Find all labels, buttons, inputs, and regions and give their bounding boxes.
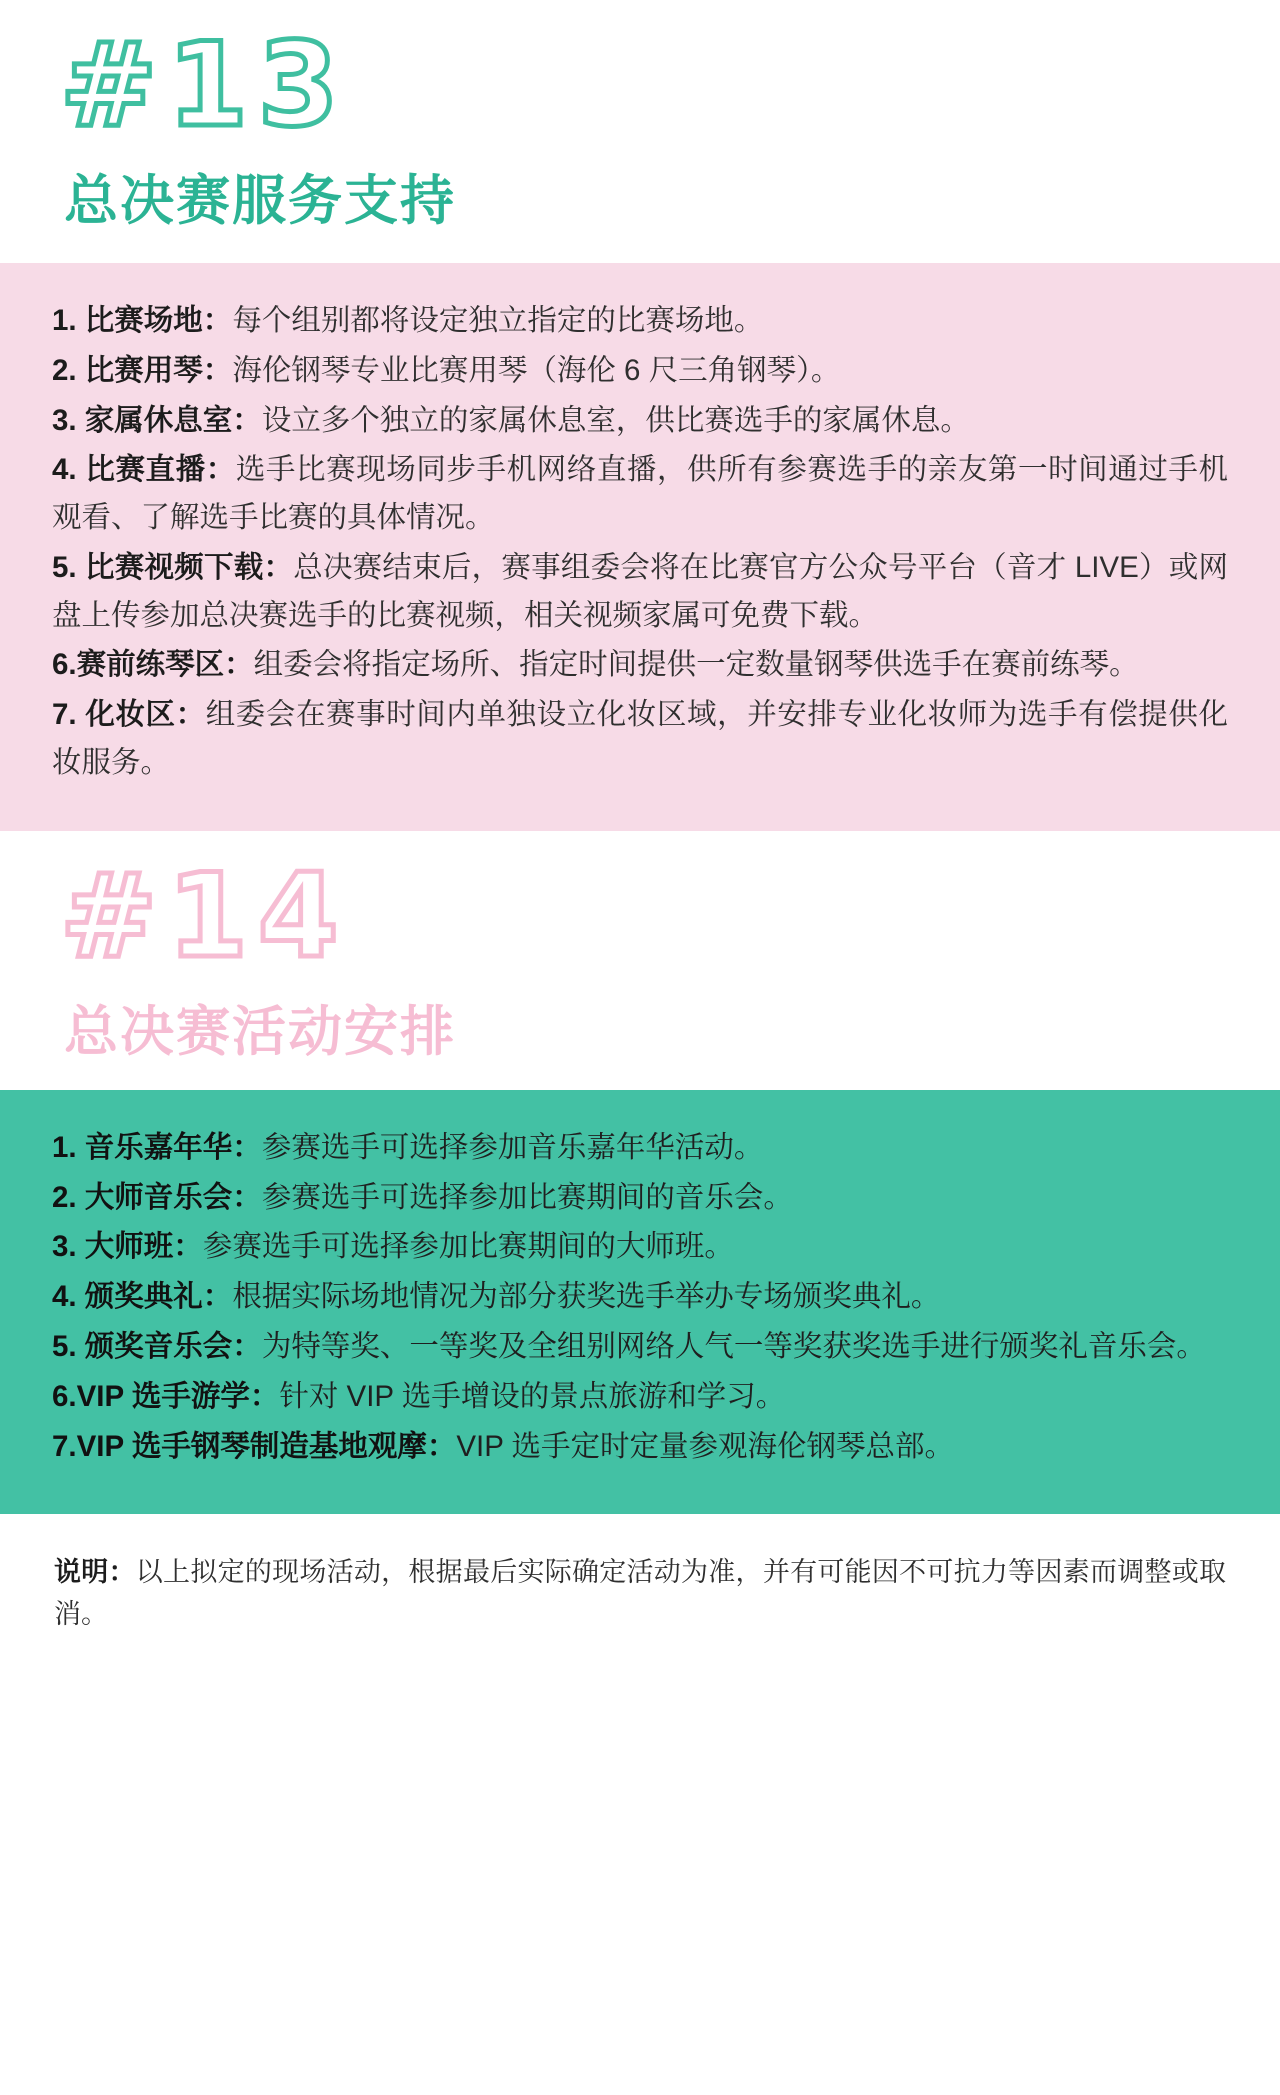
section-13-header bbox=[0, 0, 1280, 235]
section-14-body bbox=[0, 1090, 1280, 1514]
list-item-lead: 1. 比赛场地： bbox=[52, 304, 233, 337]
list-item-lead: 7.VIP 选手钢琴制造基地观摩： bbox=[52, 1429, 457, 1463]
list-item bbox=[52, 1323, 1228, 1371]
list-item-lead: 6.VIP 选手游学： bbox=[52, 1379, 280, 1413]
list-item-text: 参赛选手可选择参加音乐嘉年华活动。 bbox=[261, 1130, 764, 1164]
section-13-body bbox=[0, 263, 1280, 831]
list-item-text: 根据实际场地情况为部分获奖选手举办专场颁奖典礼。 bbox=[232, 1280, 941, 1314]
list-item bbox=[52, 1124, 1228, 1172]
list-item-lead: 1. 音乐嘉年华： bbox=[52, 1130, 262, 1164]
list-item-lead: 4. 颁奖典礼： bbox=[52, 1280, 233, 1314]
list-item bbox=[52, 397, 1228, 445]
list-item-text: 海伦钢琴专业比赛用琴（海伦 6 尺三角钢琴）。 bbox=[232, 353, 841, 387]
list-item-text: VIP 选手定时定量参观海伦钢琴总部。 bbox=[456, 1429, 955, 1463]
section-13-title: 总决赛服务支持 bbox=[64, 169, 456, 232]
list-item-lead: 5. 颁奖音乐会： bbox=[52, 1329, 262, 1363]
list-item-text: 参赛选手可选择参加比赛期间的音乐会。 bbox=[261, 1180, 793, 1214]
footer-note-text: 以上拟定的现场活动，根据最后实际确定活动为准，并有可能因不可抗力等因素而调整或取消。 bbox=[54, 1557, 1227, 1630]
section-14-title: 总决赛活动安排 bbox=[64, 999, 456, 1063]
list-item-lead: 4. 比赛直播： bbox=[52, 453, 236, 487]
list-item-lead: 3. 大师班： bbox=[52, 1230, 203, 1264]
footer-note bbox=[0, 1514, 1280, 1676]
list-item-text: 针对 VIP 选手增设的景点旅游和学习。 bbox=[279, 1379, 786, 1413]
list-item-lead: 2. 比赛用琴： bbox=[52, 353, 233, 387]
footer-note-lead: 说明： bbox=[54, 1557, 136, 1588]
list-item bbox=[52, 347, 1228, 395]
list-item bbox=[52, 544, 1228, 640]
list-item bbox=[52, 1273, 1228, 1321]
list-item-lead: 2. 大师音乐会： bbox=[52, 1180, 262, 1214]
list-item-lead: 5. 比赛视频下载： bbox=[52, 550, 294, 584]
section-14-header bbox=[0, 831, 1280, 1066]
list-item-lead: 3. 家属休息室： bbox=[52, 403, 262, 437]
list-item-text: 组委会将指定场所、指定时间提供一定数量钢琴供选手在赛前练琴。 bbox=[253, 648, 1139, 682]
list-item bbox=[52, 1174, 1228, 1222]
list-item-text: 设立多个独立的家属休息室，供比赛选手的家属休息。 bbox=[261, 403, 970, 437]
list-item bbox=[52, 446, 1228, 542]
list-item-text: 参赛选手可选择参加比赛期间的大师班。 bbox=[202, 1230, 734, 1264]
list-item-text: 组委会在赛事时间内单独设立化妆区域，并安排专业化妆师为选手有偿提供化妆服务。 bbox=[52, 698, 1228, 780]
list-item-lead: 6.赛前练琴区： bbox=[52, 648, 254, 682]
list-item bbox=[52, 297, 1228, 345]
list-item bbox=[52, 1423, 1228, 1471]
list-item bbox=[52, 1373, 1228, 1421]
section-14-number: #14 bbox=[60, 848, 349, 984]
list-item-lead: 7. 化妆区： bbox=[52, 698, 206, 732]
list-item-text: 每个组别都将设定独立指定的比赛场地。 bbox=[232, 304, 764, 337]
list-item bbox=[52, 641, 1228, 689]
section-13-number: #13 bbox=[60, 18, 349, 153]
list-item bbox=[52, 1223, 1228, 1271]
list-item-text: 为特等奖、一等奖及全组别网络人气一等奖获奖选手进行颁奖礼音乐会。 bbox=[261, 1329, 1206, 1363]
list-item-text: 选手比赛现场同步手机网络直播，供所有参赛选手的亲友第一时间通过手机观看、了解选手比赛的具体情况。 bbox=[52, 453, 1228, 535]
list-item-text: 总决赛结束后，赛事组委会将在比赛官方公众号平台（音才 LIVE）或网盘上传参加总决赛选手的比赛视频，相关视频家属可免费下载。 bbox=[52, 550, 1228, 632]
list-item bbox=[52, 691, 1228, 787]
